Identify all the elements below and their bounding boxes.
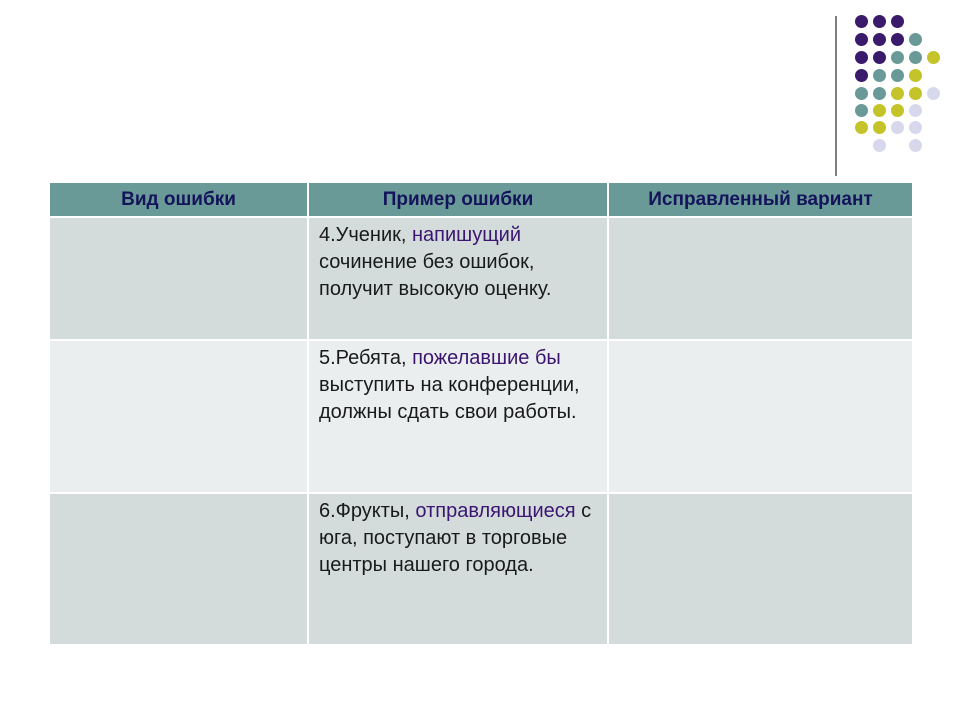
error-type-cell <box>49 340 308 493</box>
decorative-dot <box>891 51 904 64</box>
corrected-cell <box>608 493 913 645</box>
decorative-dot <box>909 51 922 64</box>
decorative-dot <box>909 87 922 100</box>
decorative-dot <box>873 15 886 28</box>
highlighted-error: напишущий <box>412 224 522 246</box>
error-type-cell <box>49 217 308 340</box>
decorative-dot <box>873 69 886 82</box>
decorative-dot <box>909 121 922 134</box>
example-text-before: 4.Ученик, <box>319 224 413 246</box>
example-cell <box>308 217 608 340</box>
decorative-dot <box>909 139 922 152</box>
example-text-before: 5.Ребята, <box>319 347 413 369</box>
decorative-dot <box>873 104 886 117</box>
decorative-dot <box>909 33 922 46</box>
table-row <box>49 217 913 340</box>
error-type-cell <box>49 493 308 645</box>
decorative-dot <box>855 121 868 134</box>
example-text <box>309 494 607 579</box>
header-error-type: Вид ошибки <box>49 182 308 217</box>
decorative-dot <box>873 121 886 134</box>
decorative-dot <box>891 15 904 28</box>
decorative-dot <box>873 33 886 46</box>
table-header-row <box>49 182 913 217</box>
decorative-dot <box>873 51 886 64</box>
decorative-dot <box>855 51 868 64</box>
table-row <box>49 340 913 493</box>
table-row <box>49 493 913 645</box>
decorative-dot <box>891 87 904 100</box>
example-text <box>309 218 607 303</box>
decorative-dot <box>891 121 904 134</box>
decorative-dot <box>891 104 904 117</box>
example-cell <box>308 340 608 493</box>
corrected-cell <box>608 217 913 340</box>
example-text-before: 6.Фрукты, <box>319 500 416 522</box>
decorative-dot <box>855 33 868 46</box>
decorative-dot <box>855 87 868 100</box>
decorative-dot <box>855 69 868 82</box>
example-text <box>309 341 607 426</box>
highlighted-error: пожелавшие бы <box>412 347 561 369</box>
header-corrected-variant: Исправленный вариант <box>608 182 913 217</box>
errors-table <box>48 181 914 646</box>
decorative-dot <box>927 87 940 100</box>
header-error-example: Пример ошибки <box>308 182 608 217</box>
decorative-dot <box>927 51 940 64</box>
decorative-dot <box>909 69 922 82</box>
example-cell <box>308 493 608 645</box>
example-text-after: выступить на конференции, должны сдать свои работы. <box>319 374 580 423</box>
decorative-dot <box>873 87 886 100</box>
decorative-divider-line <box>835 16 837 176</box>
decorative-dot <box>909 104 922 117</box>
highlighted-error: отправляющиеся <box>415 500 576 522</box>
example-text-after: сочинение без ошибок, получит высокую оценку. <box>319 251 552 300</box>
decorative-dot <box>855 15 868 28</box>
decorative-dot <box>873 139 886 152</box>
decorative-dot <box>855 104 868 117</box>
example-text-after: с юга, поступают в торговые центры нашего города. <box>319 500 592 576</box>
decorative-dot <box>891 69 904 82</box>
decorative-dot <box>891 33 904 46</box>
corrected-cell <box>608 340 913 493</box>
